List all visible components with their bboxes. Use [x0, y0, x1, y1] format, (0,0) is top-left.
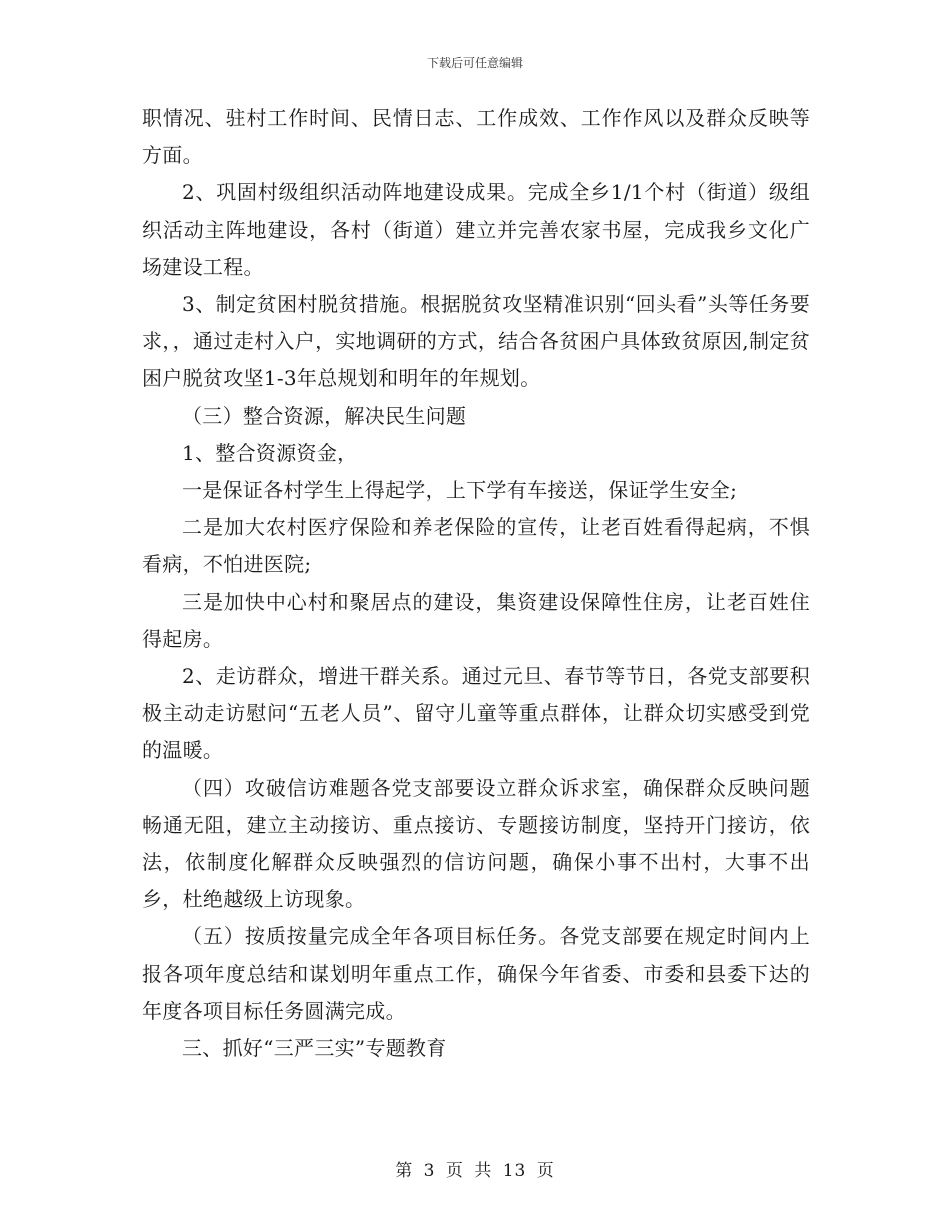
section-heading: （三）整合资源，解决民生问题 [182, 403, 467, 428]
paragraph: 2、巩固村级组织活动阵地建设成果。完成全乡1/1个村（街道）级组织活动主阵地建设，各村（街道）建立并完善农家书屋，完成我乡文化广场建设工程。 [142, 180, 810, 279]
paragraph: 2、走访群众，增进干群关系。通过元旦、春节等节日，各党支部要积极主动走访慰问“五老人员”、留守儿童等重点群体，让群众切实感受到党的温暖。 [142, 664, 810, 763]
paragraph: 一是保证各村学生上得起学，上下学有车接送，保证学生安全; [182, 478, 738, 503]
paragraph: 三是加快中心村和聚居点的建设，集资建设保障性住房，让老百姓住得起房。 [142, 589, 810, 651]
page-header: 下载后可任意编辑 [426, 56, 523, 70]
paragraph: （五）按质按量完成全年各项目标任务。各党支部要在规定时间内上报各项年度总结和谋划明年重点工作，确保今年省委、市委和县委下达的年度各项目标任务圆满完成。 [142, 924, 810, 1023]
paragraph: 3、制定贫困村脱贫措施。根据脱贫攻坚精准识别“回头看”头等任务要求，，通过走村入户，实地调研的方式，结合各贫困户具体致贫原因,制定贫困户脱贫攻坚1-3年总规划和明年的年规划。 [142, 292, 810, 391]
section-heading: 三、抓好“三严三实”专题教育 [182, 1036, 447, 1061]
paragraph: （四）攻破信访难题各党支部要设立群众诉求室，确保群众反映问题畅通无阻，建立主动接访、重点接访、专题接访制度，坚持开门接访，依法，依制度化解群众反映强烈的信访问题，确保小事不出村，大事不出乡，杜绝越级上访现象。 [142, 775, 810, 912]
paragraph: 二是加大农村医疗保险和养老保险的宣传，让老百姓看得起病，不惧看病，不怕进医院; [142, 515, 810, 577]
paragraph: 职情况、驻村工作时间、民情日志、工作成效、工作作风以及群众反映等方面。 [142, 106, 810, 168]
document-body [142, 100, 810, 1067]
paragraph: 1、整合资源资金， [182, 440, 358, 465]
page-number: 第 3 页 共 13 页 [395, 1161, 555, 1181]
